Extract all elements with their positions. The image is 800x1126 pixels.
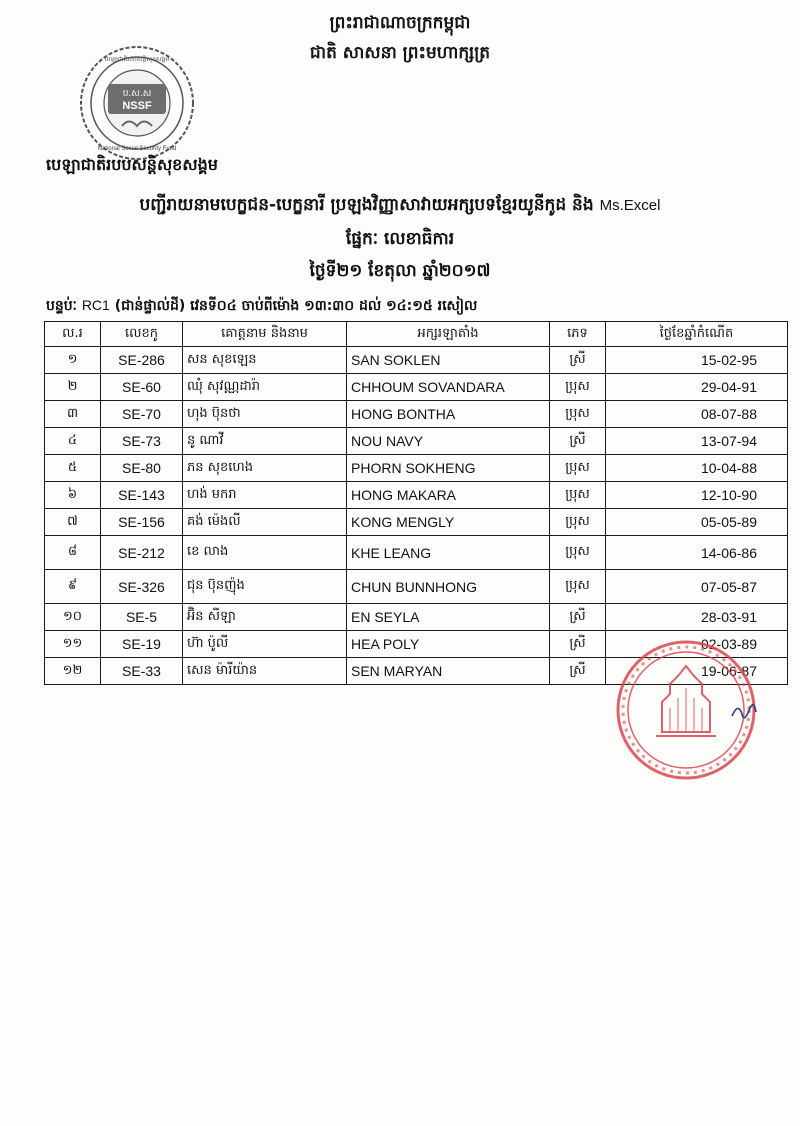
- cell-no: ៦: [45, 482, 101, 509]
- cell-sex: ស្រី: [550, 428, 606, 455]
- cell-name: សន សុខឡេន: [183, 347, 347, 374]
- cell-code: SE-70: [101, 401, 183, 428]
- kingdom-header: ព្រះរាជាណាចក្រកម្ពុជា: [329, 13, 471, 33]
- table-row: [45, 401, 788, 428]
- cell-dob: 15-02-95: [606, 347, 788, 374]
- cell-dob: 12-10-90: [606, 482, 788, 509]
- cell-sex: ស្រី: [550, 658, 606, 685]
- cell-name: ឈុំ សុវណ្ណដារ៉ា: [183, 374, 347, 401]
- cell-no: ៥: [45, 455, 101, 482]
- cell-name: ហ៊ា ប៉ូលី: [183, 631, 347, 658]
- cell-latin: SAN SOKLEN: [347, 347, 550, 374]
- cell-latin: HONG BONTHA: [347, 401, 550, 428]
- table-row: [45, 455, 788, 482]
- table-row: [45, 347, 788, 374]
- cell-name: ហុង ប៊ុនថា: [183, 401, 347, 428]
- cell-dob: 19-06-87: [606, 658, 788, 685]
- header-no: ល.រ: [45, 322, 101, 347]
- cell-sex: ប្រុស: [550, 455, 606, 482]
- cell-name: ជុន ប៊ុនញ៉ុង: [183, 570, 347, 604]
- cell-dob: 05-05-89: [606, 509, 788, 536]
- cell-no: ៤: [45, 428, 101, 455]
- table-header-row: [45, 322, 788, 347]
- cell-sex: ប្រុស: [550, 374, 606, 401]
- cell-code: SE-143: [101, 482, 183, 509]
- cell-sex: ស្រី: [550, 631, 606, 658]
- svg-text:ប.ស.ស: ប.ស.ស: [122, 89, 152, 99]
- cell-dob: 28-03-91: [606, 604, 788, 631]
- cell-code: SE-80: [101, 455, 183, 482]
- room-label: បន្ទប់ៈ: [46, 298, 77, 314]
- nssf-logo: [78, 44, 196, 162]
- cell-sex: ប្រុស: [550, 482, 606, 509]
- cell-code: SE-33: [101, 658, 183, 685]
- cell-sex: ប្រុស: [550, 536, 606, 570]
- table-row: [45, 482, 788, 509]
- candidate-table: [44, 321, 788, 685]
- room-details: (ជាន់ផ្ទាល់ដី) វេនទី០៤ ចាប់ពីម៉ោង ១៣:៣០ ដល់ ១៤:១៥ រសៀល: [114, 298, 478, 314]
- cell-sex: ស្រី: [550, 347, 606, 374]
- national-motto: ជាតិ សាសនា ព្រះមហាក្សត្រ: [309, 43, 491, 63]
- cell-latin: SEN MARYAN: [347, 658, 550, 685]
- cell-name: អ៊ិន សីឡា: [183, 604, 347, 631]
- cell-no: ៩: [45, 570, 101, 604]
- header-code: លេខកូ: [101, 322, 183, 347]
- title-khmer: បញ្ជីរាយនាមបេក្ខជន-បេក្ខនារី ប្រឡងវិញ្ញាសាវាយអក្សបទខ្មែរយូនីកូដ និង: [139, 195, 594, 215]
- room-line: [46, 296, 477, 317]
- cell-name: នូ ណាវី: [183, 428, 347, 455]
- cell-no: ១២: [45, 658, 101, 685]
- cell-no: ៣: [45, 401, 101, 428]
- table-row: [45, 570, 788, 604]
- cell-code: SE-286: [101, 347, 183, 374]
- date-line: ថ្ងៃទី២១ ខែតុលា ឆ្នាំ២០១៧: [309, 261, 491, 281]
- header-dob: ថ្ងៃខែឆ្នាំកំណើត: [606, 322, 788, 347]
- cell-name: គង់ ម៉េងលី: [183, 509, 347, 536]
- cell-no: ១១: [45, 631, 101, 658]
- cell-sex: ស្រី: [550, 604, 606, 631]
- svg-text:National Social Security Fund: National Social Security Fund: [97, 146, 177, 152]
- table-row: [45, 374, 788, 401]
- header-sex: ភេទ: [550, 322, 606, 347]
- cell-latin: HONG MAKARA: [347, 482, 550, 509]
- cell-sex: ប្រុស: [550, 401, 606, 428]
- cell-code: SE-73: [101, 428, 183, 455]
- cell-latin: KHE LEANG: [347, 536, 550, 570]
- cell-no: ១០: [45, 604, 101, 631]
- document-title: [0, 194, 800, 219]
- cell-name: សេន ម៉ារីយ៉ាន: [183, 658, 347, 685]
- table-row: [45, 428, 788, 455]
- header-latin: អក្សរឡាតាំង: [347, 322, 550, 347]
- table-row: [45, 536, 788, 570]
- cell-code: SE-60: [101, 374, 183, 401]
- cell-dob: 07-05-87: [606, 570, 788, 604]
- section-line: ផ្នែកៈ លេខាធិការ: [345, 229, 455, 249]
- table-row: [45, 509, 788, 536]
- room-code: RC1: [81, 297, 110, 313]
- cell-code: SE-212: [101, 536, 183, 570]
- cell-latin: KONG MENGLY: [347, 509, 550, 536]
- table-row: [45, 604, 788, 631]
- cell-name: ហង់ មករា: [183, 482, 347, 509]
- cell-dob: 10-04-88: [606, 455, 788, 482]
- cell-dob: 02-03-89: [606, 631, 788, 658]
- cell-latin: PHORN SOKHENG: [347, 455, 550, 482]
- cell-latin: CHUN BUNNHONG: [347, 570, 550, 604]
- cell-dob: 13-07-94: [606, 428, 788, 455]
- cell-latin: NOU NAVY: [347, 428, 550, 455]
- cell-no: ២: [45, 374, 101, 401]
- cell-code: SE-5: [101, 604, 183, 631]
- cell-no: ៨: [45, 536, 101, 570]
- cell-dob: 29-04-91: [606, 374, 788, 401]
- official-stamp: [612, 636, 760, 784]
- cell-sex: ប្រុស: [550, 509, 606, 536]
- cell-latin: HEA POLY: [347, 631, 550, 658]
- cell-sex: ប្រុស: [550, 570, 606, 604]
- cell-no: ១: [45, 347, 101, 374]
- cell-name: ភន សុខហេង: [183, 455, 347, 482]
- header-name: គោត្តនាម និងនាម: [183, 322, 347, 347]
- svg-text:បេឡាជាតិរបបសន្តិសុខសង្គម: បេឡាជាតិរបបសន្តិសុខសង្គម: [104, 56, 170, 63]
- cell-dob: 14-06-86: [606, 536, 788, 570]
- cell-latin: EN SEYLA: [347, 604, 550, 631]
- cell-code: SE-19: [101, 631, 183, 658]
- cell-dob: 08-07-88: [606, 401, 788, 428]
- cell-code: SE-326: [101, 570, 183, 604]
- cell-latin: CHHOUM SOVANDARA: [347, 374, 550, 401]
- cell-name: ខេ លាង: [183, 536, 347, 570]
- ministry-name: បេឡាជាតិរបបសន្តិសុខសង្គម: [46, 155, 218, 174]
- svg-text:NSSF: NSSF: [122, 100, 152, 112]
- title-latin: Ms.Excel: [599, 197, 661, 214]
- cell-no: ៧: [45, 509, 101, 536]
- cell-code: SE-156: [101, 509, 183, 536]
